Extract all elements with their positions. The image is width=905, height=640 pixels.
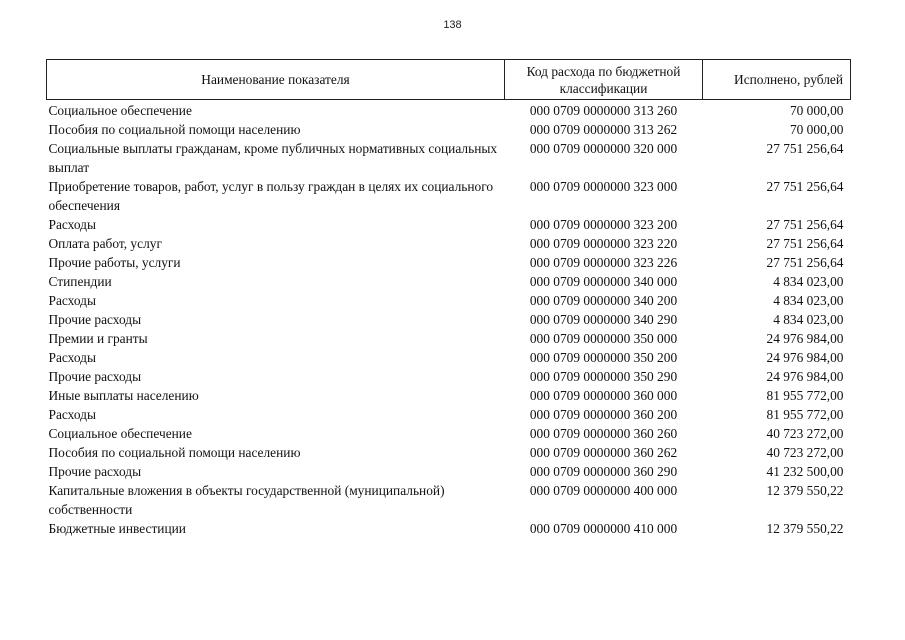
table-row xyxy=(47,367,851,386)
row-indicator-name: Социальные выплаты гражданам, кроме публичных нормативных социальных выплат xyxy=(48,141,498,175)
header-indicator-name: Наименование показателя xyxy=(47,60,505,100)
table-row xyxy=(47,310,851,329)
row-budget-code: 000 0709 0000000 323 220 xyxy=(529,236,678,251)
row-budget-code: 000 0709 0000000 360 260 xyxy=(529,426,678,441)
row-indicator-name: Прочие расходы xyxy=(48,369,142,384)
table-row xyxy=(47,519,851,538)
table-row xyxy=(47,443,851,462)
row-budget-code: 000 0709 0000000 410 000 xyxy=(529,521,678,536)
row-budget-code: 000 0709 0000000 350 000 xyxy=(529,331,678,346)
row-indicator-name: Бюджетные инвестиции xyxy=(48,521,186,536)
table-row xyxy=(47,234,851,253)
row-budget-code: 000 0709 0000000 360 262 xyxy=(529,445,678,460)
row-indicator-name: Прочие расходы xyxy=(48,312,142,327)
row-executed-amount: 24 976 984,00 xyxy=(766,331,844,346)
row-executed-amount: 27 751 256,64 xyxy=(766,141,844,156)
row-executed-amount: 27 751 256,64 xyxy=(766,236,844,251)
table-header xyxy=(47,60,851,100)
table-row xyxy=(47,272,851,291)
table-row xyxy=(47,215,851,234)
row-indicator-name: Расходы xyxy=(48,293,96,308)
row-executed-amount: 70 000,00 xyxy=(789,103,844,118)
row-budget-code: 000 0709 0000000 340 000 xyxy=(529,274,678,289)
row-budget-code: 000 0709 0000000 360 000 xyxy=(529,388,678,403)
table-row xyxy=(47,139,851,177)
row-budget-code: 000 0709 0000000 350 200 xyxy=(529,350,678,365)
row-indicator-name: Пособия по социальной помощи населению xyxy=(48,445,301,460)
table-row xyxy=(47,177,851,215)
row-budget-code: 000 0709 0000000 323 000 xyxy=(529,179,678,194)
row-budget-code: 000 0709 0000000 313 260 xyxy=(529,103,678,118)
row-indicator-name: Стипендии xyxy=(48,274,112,289)
row-indicator-name: Приобретение товаров, работ, услуг в пользу граждан в целях их социального обеспечения xyxy=(48,179,494,213)
row-indicator-name: Иные выплаты населению xyxy=(48,388,199,403)
row-executed-amount: 70 000,00 xyxy=(789,122,844,137)
table-row xyxy=(47,424,851,443)
row-budget-code: 000 0709 0000000 340 290 xyxy=(529,312,678,327)
row-executed-amount: 24 976 984,00 xyxy=(766,369,844,384)
row-budget-code: 000 0709 0000000 313 262 xyxy=(529,122,678,137)
row-budget-code: 000 0709 0000000 350 290 xyxy=(529,369,678,384)
page-number: 138 xyxy=(443,19,462,31)
expenditure-table xyxy=(46,59,851,538)
row-budget-code: 000 0709 0000000 323 226 xyxy=(529,255,678,270)
header-executed-amount: Исполнено, рублей xyxy=(703,60,851,100)
row-indicator-name: Социальное обеспечение xyxy=(48,426,192,441)
table-row xyxy=(47,348,851,367)
row-indicator-name: Капитальные вложения в объекты государственной (муниципальной) собственности xyxy=(48,483,445,517)
table-row xyxy=(47,120,851,139)
table-row xyxy=(47,253,851,272)
row-indicator-name: Расходы xyxy=(48,350,96,365)
row-executed-amount: 41 232 500,00 xyxy=(766,464,844,479)
header-row xyxy=(47,60,851,100)
table-row xyxy=(47,462,851,481)
row-executed-amount: 4 834 023,00 xyxy=(773,293,844,308)
row-executed-amount: 12 379 550,22 xyxy=(766,521,844,536)
row-indicator-name: Оплата работ, услуг xyxy=(48,236,162,251)
row-executed-amount: 27 751 256,64 xyxy=(766,217,844,232)
row-executed-amount: 81 955 772,00 xyxy=(766,407,844,422)
row-executed-amount: 4 834 023,00 xyxy=(773,274,844,289)
row-budget-code: 000 0709 0000000 360 290 xyxy=(529,464,678,479)
row-indicator-name: Прочие работы, услуги xyxy=(48,255,181,270)
row-indicator-name: Расходы xyxy=(48,217,96,232)
table-row xyxy=(47,481,851,519)
table-row xyxy=(47,291,851,310)
table-row xyxy=(47,386,851,405)
row-indicator-name: Премии и гранты xyxy=(48,331,148,346)
row-executed-amount: 12 379 550,22 xyxy=(766,483,844,498)
row-executed-amount: 24 976 984,00 xyxy=(766,350,844,365)
row-indicator-name: Расходы xyxy=(48,407,96,422)
row-indicator-name: Прочие расходы xyxy=(48,464,142,479)
row-executed-amount: 4 834 023,00 xyxy=(773,312,844,327)
row-budget-code: 000 0709 0000000 320 000 xyxy=(529,141,678,156)
row-executed-amount: 27 751 256,64 xyxy=(766,179,844,194)
row-budget-code: 000 0709 0000000 360 200 xyxy=(529,407,678,422)
row-executed-amount: 40 723 272,00 xyxy=(766,445,844,460)
row-budget-code: 000 0709 0000000 323 200 xyxy=(529,217,678,232)
table-row xyxy=(47,329,851,348)
row-executed-amount: 40 723 272,00 xyxy=(766,426,844,441)
table-body xyxy=(47,100,851,539)
table-row xyxy=(47,405,851,424)
table-row xyxy=(47,100,851,121)
row-indicator-name: Пособия по социальной помощи населению xyxy=(48,122,301,137)
row-executed-amount: 27 751 256,64 xyxy=(766,255,844,270)
row-budget-code: 000 0709 0000000 400 000 xyxy=(529,483,678,498)
header-budget-code: Код расхода по бюджетной классификации xyxy=(505,60,703,100)
row-indicator-name: Социальное обеспечение xyxy=(48,103,192,118)
row-executed-amount: 81 955 772,00 xyxy=(766,388,844,403)
row-budget-code: 000 0709 0000000 340 200 xyxy=(529,293,678,308)
